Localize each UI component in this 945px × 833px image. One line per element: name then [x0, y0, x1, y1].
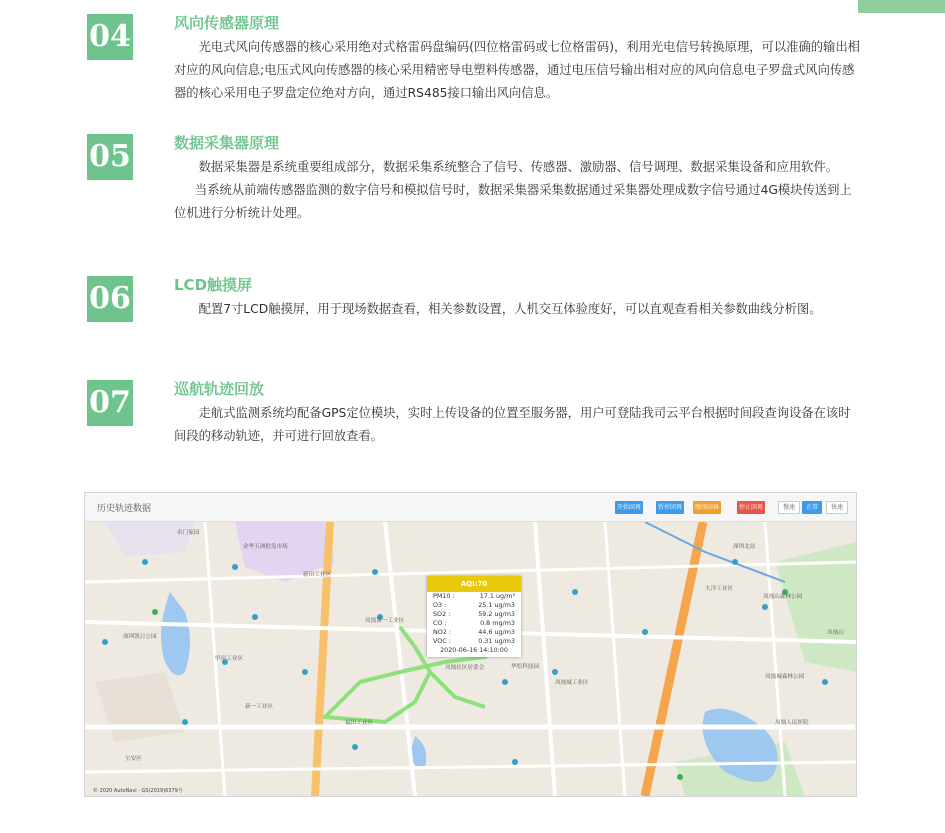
- paragraph: 当系统从前端传感器监测的数字信号和模拟信号时，数据采集器采集数据通过采集器处理成数字信号通过4G模块传送到上位机进行分析统计处理。: [174, 183, 852, 220]
- map-label: 新田工业区: [303, 572, 331, 578]
- map-label: 凤凰城森林公园: [765, 674, 805, 680]
- map-label: 凤凰山森林公园: [763, 594, 803, 600]
- map-label: 深圳凯日公园: [123, 634, 157, 640]
- section-title: 风向传感器原理: [174, 14, 280, 32]
- map-canvas[interactable]: [85, 522, 856, 796]
- reading-row: O3 : 25.1 ug/m3: [433, 600, 515, 609]
- reading-row: PM10 : 17.1 ug/m³: [433, 592, 515, 600]
- aqi-value: AQI:70: [427, 576, 521, 592]
- paragraph: 数据采集器是系统重要组成部分，数据采集系统整合了信号、传感器、激励器、信号调理、数据采集设备和应用软件。: [198, 160, 839, 174]
- section-number: 06: [87, 276, 133, 322]
- map-label: 凤凰人民医院: [775, 720, 809, 726]
- section-body: [174, 298, 860, 321]
- corner-accent-bar: [858, 0, 945, 13]
- reading-row: VOC : 0.31 ug/m3: [433, 636, 515, 645]
- section-body: [174, 36, 860, 105]
- section-title: 数据采集器原理: [174, 134, 280, 152]
- section-number: 07: [87, 380, 133, 426]
- aqi-info-popup: [427, 576, 521, 657]
- section-07: [87, 380, 867, 460]
- start-replay-button[interactable]: 开始回再: [615, 501, 643, 514]
- speed-fast-button[interactable]: 快速: [826, 501, 848, 514]
- section-body: [174, 156, 860, 225]
- map-label: 新一工业区: [245, 704, 273, 710]
- map-label: 凤凰社区居委会: [445, 665, 485, 671]
- section-number: 04: [87, 14, 133, 60]
- map-header: [85, 493, 856, 522]
- reading-row: NO2 : 44.6 ug/m3: [433, 627, 515, 636]
- reading-row: SO2 : 59.2 ug/m3: [433, 609, 515, 618]
- speed-slow-button[interactable]: 慢速: [778, 501, 800, 514]
- section-05: [87, 134, 867, 254]
- map-label: 凤凰城工业区: [555, 680, 589, 686]
- map-copyright: © 2020 AutoNavi · GS(2019)6379号: [93, 788, 183, 794]
- map-label: 金华五洲批发市场: [243, 544, 288, 550]
- paragraph: 配置7寸LCD触摸屏，用于现场数据查看，相关参数设置，人机交互体验度好，可以直观查看相关参数曲线分析图。: [198, 302, 822, 316]
- map-label: 名门家园: [177, 530, 200, 536]
- map-label: 福田工业区: [345, 720, 373, 726]
- reading-row: CO : 0.8 mg/m3: [433, 618, 515, 627]
- track-map-screenshot: [84, 492, 857, 797]
- map-label: 大洋工业区: [705, 586, 733, 592]
- section-04: [87, 14, 867, 114]
- map-label: 宝安区: [125, 756, 142, 762]
- stop-replay-button[interactable]: 停止回再: [737, 501, 765, 514]
- map-label: 深圳北站: [733, 544, 756, 550]
- paragraph: 走航式监测系统均配备GPS定位模块，实时上传设备的位置至服务器，用户可登陆我司云平台根据时间段查询设备在该时间段的移动轨迹，并可进行回放查看。: [174, 406, 851, 443]
- map-label: 甲岸工业区: [215, 656, 243, 662]
- section-body: [174, 402, 860, 448]
- map-title: 历史轨迹数据: [97, 504, 152, 514]
- map-label: 凤凰山: [827, 630, 844, 636]
- section-title: LCD触摸屏: [174, 276, 253, 294]
- section-title: 巡航轨迹回放: [174, 380, 265, 398]
- section-number: 05: [87, 134, 133, 180]
- map-label: 凤凰第一工业区: [365, 618, 405, 624]
- resume-replay-button[interactable]: 继续回再: [693, 501, 721, 514]
- paragraph: 光电式风向传感器的核心采用绝对式格雷码盘编码(四位格雷码或七位格雷码)，利用光电信号转换原理，可以准确的输出相对应的风向信息;电压式风向传感器的核心采用精密导电塑料传感器，通过电压信号输出相对应的风向信息电子罗盘式风向传感器的核心采用电子罗盘定位绝对方向，通过RS485接口输出风向信息。: [174, 40, 860, 100]
- map-base-layer: [85, 522, 856, 796]
- section-06: [87, 276, 867, 356]
- reading-timestamp: 2020-06-16 14:10:00: [440, 646, 508, 655]
- map-label: 华松科技园: [511, 664, 539, 670]
- speed-normal-button[interactable]: 正常: [802, 501, 822, 514]
- pause-replay-button[interactable]: 暂停回再: [656, 501, 684, 514]
